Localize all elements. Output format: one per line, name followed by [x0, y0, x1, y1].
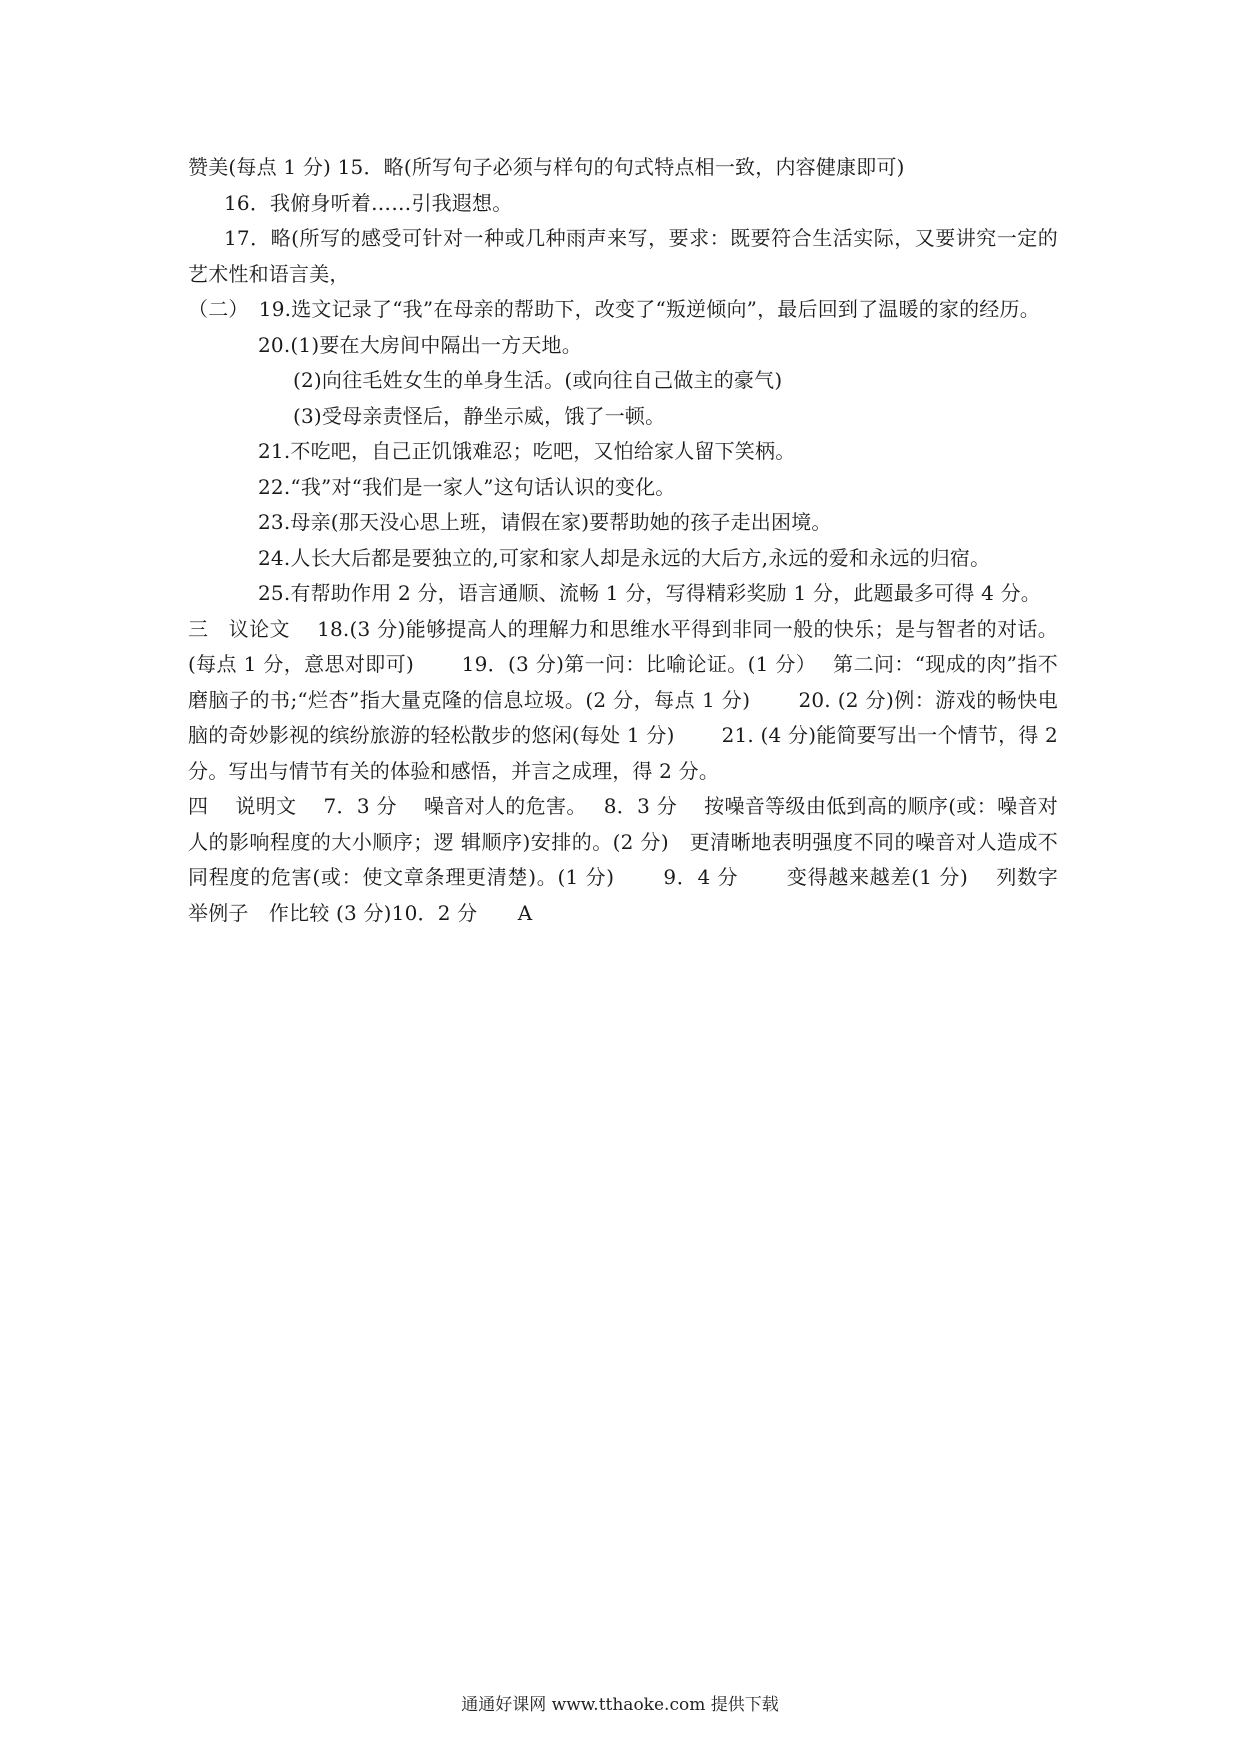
answer-line-15: 赞美(每点 1 分) 15．略(所写句子必须与样句的句式特点相一致，内容健康即可) [188, 155, 905, 179]
answer-line-23: 23.母亲(那天没心思上班，请假在家)要帮助她的孩子走出困境。 [258, 510, 832, 534]
answer-line-16: 16．我俯身听着……引我遐想。 [224, 190, 513, 215]
page-footer: 通通好课网 www.tthaoke.com 提供下载 [461, 1695, 779, 1715]
answer-key-body [188, 150, 1079, 931]
answer-line-22: 22.“我”对“我们是一家人”这句话认识的变化。 [258, 474, 676, 499]
answer-line-17: 17．略(所写的感受可针对一种或几种雨声来写，要求：既要符合生活实际，又要讲究一定的艺术性和语言美， [188, 226, 1058, 286]
answer-section-3-argumentative: 三 议论文 18.(3 分)能够提高人的理解力和思维水平得到非同一般的快乐；是与智者的对话。(每点 1 分，意思对即可) 19．(3 分)第一问：比喻论证。(1 分） 第二问：“现成的肉”指不磨脑子的书;“烂杏”指大量克隆的信息垃圾。(2 分，每点 1 分) 20. (2 分)例：游戏的畅快电脑的奇妙影视的缤纷旅游的轻松散步的悠闲(每处 1 分) 21. (4 分)能简要写出一个情节，得 2 分。写出与情节有关的体验和感悟，并言之成理，得 2 分。 [188, 616, 1058, 783]
answer-line-20-3: (3)受母亲责怪后，静坐示威，饿了一顿。 [293, 403, 666, 428]
answer-section-4-expository: 四 说明文 7．3 分 噪音对人的危害。 8．3 分 按噪音等级由低到高的顺序(或：噪音对人的影响程度的大小顺序；逻 辑顺序)安排的。(2 分) 更清晰地表明强度不同的噪音对人造成不同程度的危害(或：使文章条理更清楚)。(1 分) 9．4 分 变得越来越差(1 分) 列数字 举例子 作比较 (3 分)10．2 分 A [188, 794, 1079, 925]
answer-line-24: 24.人长大后都是要独立的,可家和家人却是永远的大后方,永远的爱和永远的归宿。 [258, 545, 991, 570]
answer-line-20-1: 20.(1)要在大房间中隔出一方天地。 [258, 332, 582, 357]
answer-section-2-q19: （二） 19.选文记录了“我”在母亲的帮助下，改变了“叛逆倾向”，最后回到了温暖的家的经历。 [188, 297, 1040, 321]
answer-line-25: 25.有帮助作用 2 分，语言通顺、流畅 1 分，写得精彩奖励 1 分，此题最多可得 4 分。 [258, 581, 1041, 605]
answer-line-21: 21.不吃吧，自己正饥饿难忍；吃吧，又怕给家人留下笑柄。 [258, 439, 796, 463]
answer-line-20-2: (2)向往毛姓女生的单身生活。(或向往自己做主的豪气) [293, 368, 783, 392]
